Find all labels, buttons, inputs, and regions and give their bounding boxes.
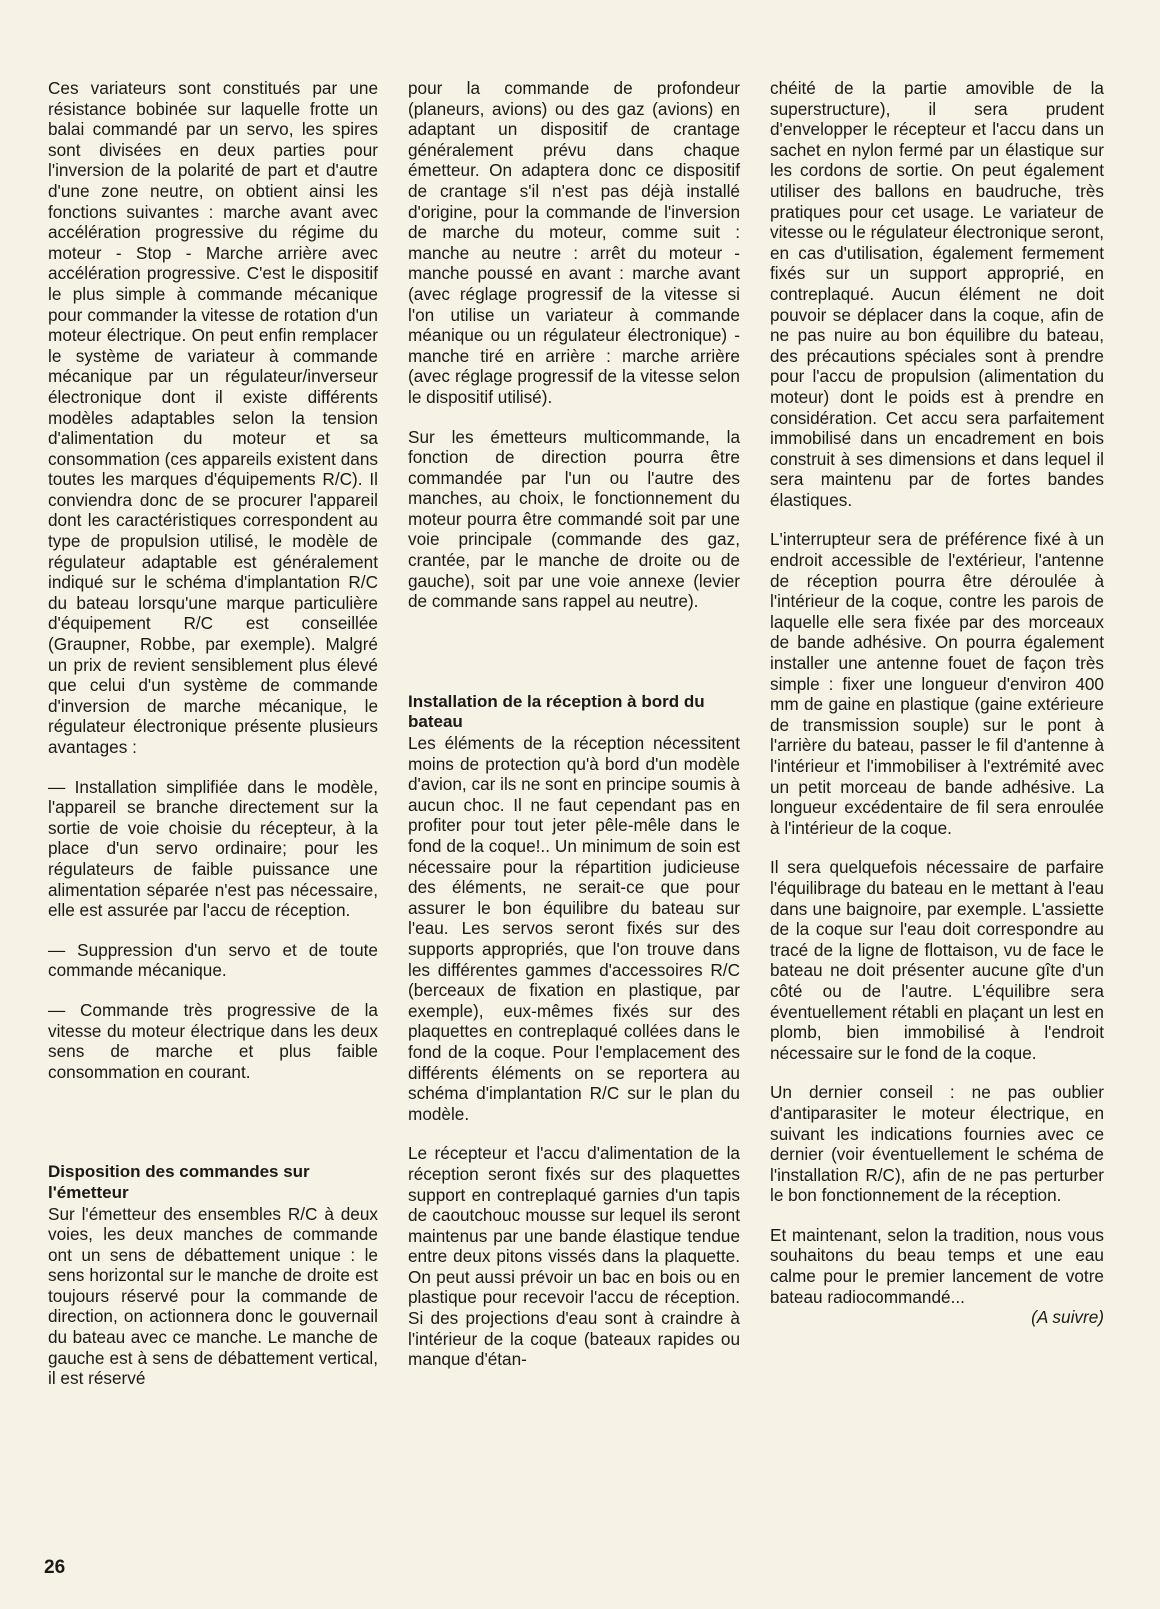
body-paragraph: chéité de la partie amovible de la superstructure), il sera prudent d'envelopper le récepteur et l'accu dans un sachet en nylon fermé par un élastique sur les cordons de sortie. On peut également utiliser des ballons en baudruche, très pratiques pour cet usage. Le variateur de vitesse ou le régulateur électronique seront, en cas d'utilisation, également fermement fixés sur un support approprié, en contreplaqué. Aucun élément ne doit pouvoir se déplacer dans la coque, afin de ne pas nuire au bon équilibre du bateau, des précautions spéciales sont à prendre pour l'accu de propulsion (alimentation du moteur) dont le poids est à prendre en considération. Cet accu sera parfaitement immobilisé dans un encadrement en bois construit à ses dimensions et dans lequel il sera maintenu par de fortes bandes élastiques. (770, 78, 1104, 510)
body-paragraph: Un dernier conseil : ne pas oublier d'antiparasiter le moteur électrique, en suivant les indications fournies avec ce dernier (voir éventuellement le schéma de l'installation R/C), afin de ne pas perturber le bon fonctionnement de la réception. (770, 1082, 1104, 1206)
body-paragraph: Le récepteur et l'accu d'alimentation de la réception seront fixés sur des plaquettes support en contreplaqué garnies d'un tapis de caoutchouc mousse sur lequel ils seront maintenus par une bande élastique tendue entre deux pitons vissés dans la plaquette. On peut aussi prévoir un bac en bois ou en plastique pour recevoir l'accu de réception. Si des projections d'eau sont à craindre à l'intérieur de la coque (bateaux rapides ou manque d'étan- (408, 1143, 740, 1370)
section-heading: Disposition des commandes sur l'émetteur (48, 1162, 310, 1202)
advantage-item: — Suppression d'un servo et de toute commande mécanique. (48, 939, 378, 981)
advantage-item: — Commande très progressive de la vitesse du moteur électrique dans les deux sens de marche et plus faible consommation en courant. (48, 999, 378, 1082)
article-column-2 (408, 78, 740, 1370)
body-paragraph: Il sera quelquefois nécessaire de parfaire l'équilibrage du bateau en le mettant à l'eau dans une baignoire, par exemple. L'assiette de la coque sur l'eau doit correspondre au tracé de la ligne de flottaison, vu de face le bateau ne doit présenter aucune gîte d'un côté ou de l'autre. L'équilibre sera éventuellement rétabli en plaçant un lest en plomb, bien immobilisé à l'endroit nécessaire sur le fond de la coque. (770, 857, 1104, 1063)
page-number: 26 (44, 1557, 66, 1578)
body-paragraph: Ces variateurs sont constitués par une résistance bobinée sur laquelle frotte un balai commandé par un servo, les spires sont divisées en deux parties pour l'inversion de la polarité de part et d'autre d'une zone neutre, on obtient ainsi les fonctions suivantes : marche avant avec accélération progressive du régime du moteur - Stop - Marche arrière avec accélération progressive. C'est le dispositif le plus simple à commande mécanique pour commander la vitesse de rotation d'un moteur électrique. On peut enfin remplacer le système de variateur à commande mécanique par un régulateur/inverseur électronique dont il existe différents modèles adaptables selon la tension d'alimentation du moteur et sa consommation (ces appareils existent dans toutes les marques d'équipements R/C). Il conviendra donc de se procurer l'appareil dont les caractéristiques correspondent au type de propulsion utilisé, le modèle de régulateur adaptable est généralement indiqué sur le schéma d'implantation R/C du bateau lorsqu'une marque particulière d'équipement R/C est conseillée (Graupner, Robbe, par exemple). Malgré un prix de revient sensiblement plus élevé que celui d'un système de commande d'inversion de marche mécanique, le régulateur électronique présente plusieurs avantages : (48, 78, 378, 757)
to-be-continued-note: (A suivre) (1031, 1307, 1104, 1328)
body-paragraph: Les éléments de la réception nécessitent moins de protection qu'à bord d'un modèle d'avion, car ils ne sont en principe soumis à aucun choc. Il ne faut cependant pas en profiter pour tout jeter pêle-mêle dans le fond de la coque!.. Un minimum de soin est nécessaire pour la répartition judicieuse des éléments, ne serait-ce que pour assurer le bon équilibre du bateau sur l'eau. Les servos seront fixés sur des supports appropriés, que l'on trouve dans les différentes gammes d'accessoires R/C (berceaux de fixation en plastique, par exemple), eux-mêmes fixés sur des plaquettes en contreplaqué collées dans le fond de la coque. Pour l'emplacement des différents éléments on se reportera au schéma d'implantation R/C sur le plan du modèle. (408, 733, 740, 1124)
body-paragraph: L'interrupteur sera de préférence fixé à un endroit accessible de l'extérieur, l'antenne de réception pourra être déroulée à l'intérieur de la coque, contre les parois de laquelle elle sera fixée par des morceaux de bande adhésive. On pourra également installer une antenne fouet de façon très simple : fixer une longueur d'environ 400 mm de gaine en plastique (gaine extérieure de transmission souple) sur le pont à l'arrière du bateau, passer le fil d'antenne à l'intérieur et l'immobiliser à l'extrémité avec un petit morceau de bande adhésive. La longueur excédentaire de fil sera enroulée à l'intérieur de la coque. (770, 529, 1104, 838)
body-paragraph: Et maintenant, selon la tradition, nous vous souhaitons du beau temps et une eau calme pour le premier lancement de votre bateau radiocommandé... (770, 1224, 1104, 1307)
body-paragraph: Sur les émetteurs multicommande, la fonction de direction pourra être commandée par l'un ou l'autre des manches, au choix, le fonctionnement du moteur pourra être commandé soit par une voie principale (commande des gaz, crantée, par le manche de droite ou de gauche), soit par une voie annexe (levier de commande sans rappel au neutre). (408, 426, 740, 612)
article-column-3 (770, 78, 1104, 1328)
article-column-1 (48, 78, 378, 1389)
section-heading: Installation de la réception à bord du bateau (408, 691, 705, 732)
advantage-item: — Installation simplifiée dans le modèle, l'appareil se branche directement sur la sortie de voie choisie du récepteur, à la place d'un servo ordinaire; pour les régulateurs de faible puissance une alimentation séparée n'est pas nécessaire, elle est assurée par l'accu de réception. (48, 776, 378, 921)
body-paragraph: Sur l'émetteur des ensembles R/C à deux voies, les deux manches de commande ont un sens de débattement unique : le sens horizontal sur le manche de droite est toujours réservé pour la commande de direction, on actionnera donc le gouvernail du bateau avec ce manche. Le manche de gauche est à sens de débattement vertical, il est réservé (48, 1203, 378, 1389)
body-paragraph: pour la commande de profondeur (planeurs, avions) ou des gaz (avions) en adaptant un dispositif de crantage généralement prévu dans chaque émetteur. On adaptera donc ce dispositif de crantage s'il n'est pas déjà installé d'origine, pour la commande de l'inversion de marche du moteur, comme suit : manche au neutre : arrêt du moteur - manche poussé en avant : marche avant (avec réglage progressif de la vitesse si l'on utilise un variateur à commande méanique ou un régulateur électronique) - manche tiré en arrière : marche arrière (avec réglage progressif de la vitesse selon le dispositif utilisé). (408, 78, 740, 407)
